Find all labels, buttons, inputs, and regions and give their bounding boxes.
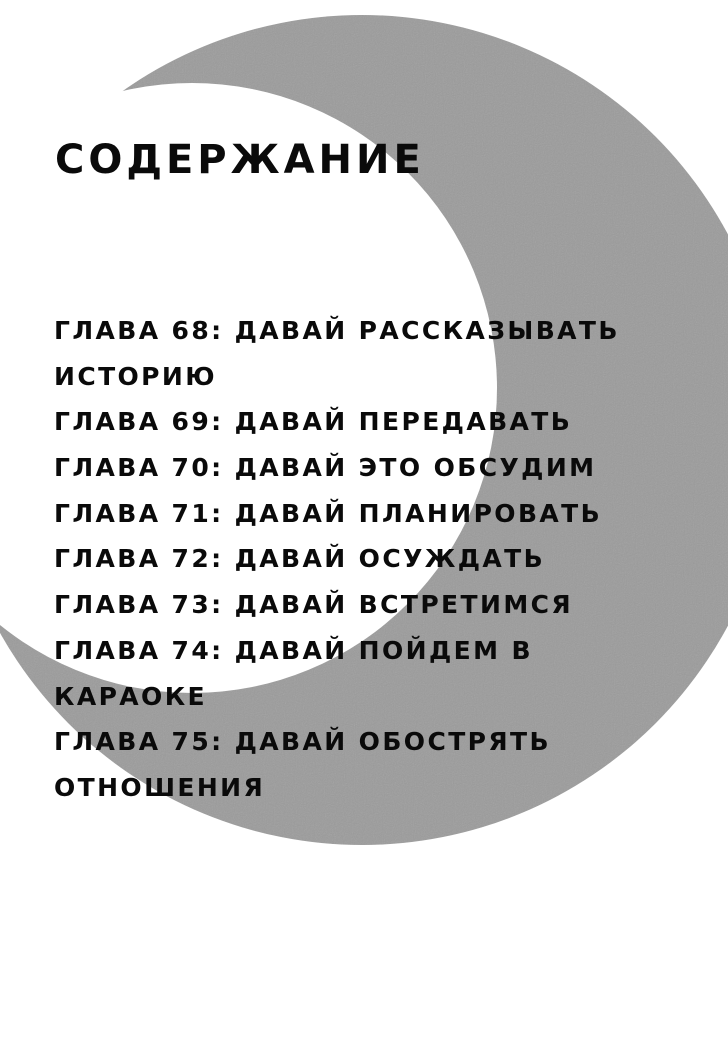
toc-line-chapter-68: ГЛАВА 68: ДАВАЙ РАССКАЗЫВАТЬ (54, 316, 620, 345)
toc-line-chapter-69: ГЛАВА 69: ДАВАЙ ПЕРЕДАВАТЬ (54, 407, 573, 437)
toc-line-chapter-72: ГЛАВА 72: ДАВАЙ ОСУЖДАТЬ (54, 544, 546, 574)
toc-line-chapter-70: ГЛАВА 70: ДАВАЙ ЭТО ОБСУДИМ (54, 453, 597, 483)
toc-line-chapter-75-cont: ОТНОШЕНИЯ (54, 772, 266, 802)
toc-line-chapter-75: ГЛАВА 75: ДАВАЙ ОБОСТРЯТЬ (54, 727, 551, 757)
toc-line-chapter-71: ГЛАВА 71: ДАВАЙ ПЛАНИРОВАТЬ (54, 498, 603, 528)
toc-line-chapter-74: ГЛАВА 74: ДАВАЙ ПОЙДЕМ В (54, 635, 533, 665)
toc-line-chapter-68-cont: ИСТОРИЮ (54, 361, 217, 391)
page-title: СОДЕРЖАНИЕ (55, 137, 425, 183)
toc-line-chapter-73: ГЛАВА 73: ДАВАЙ ВСТРЕТИМСЯ (54, 590, 573, 620)
toc-line-chapter-74-cont: КАРАОКЕ (54, 681, 208, 711)
table-of-contents (54, 308, 714, 811)
